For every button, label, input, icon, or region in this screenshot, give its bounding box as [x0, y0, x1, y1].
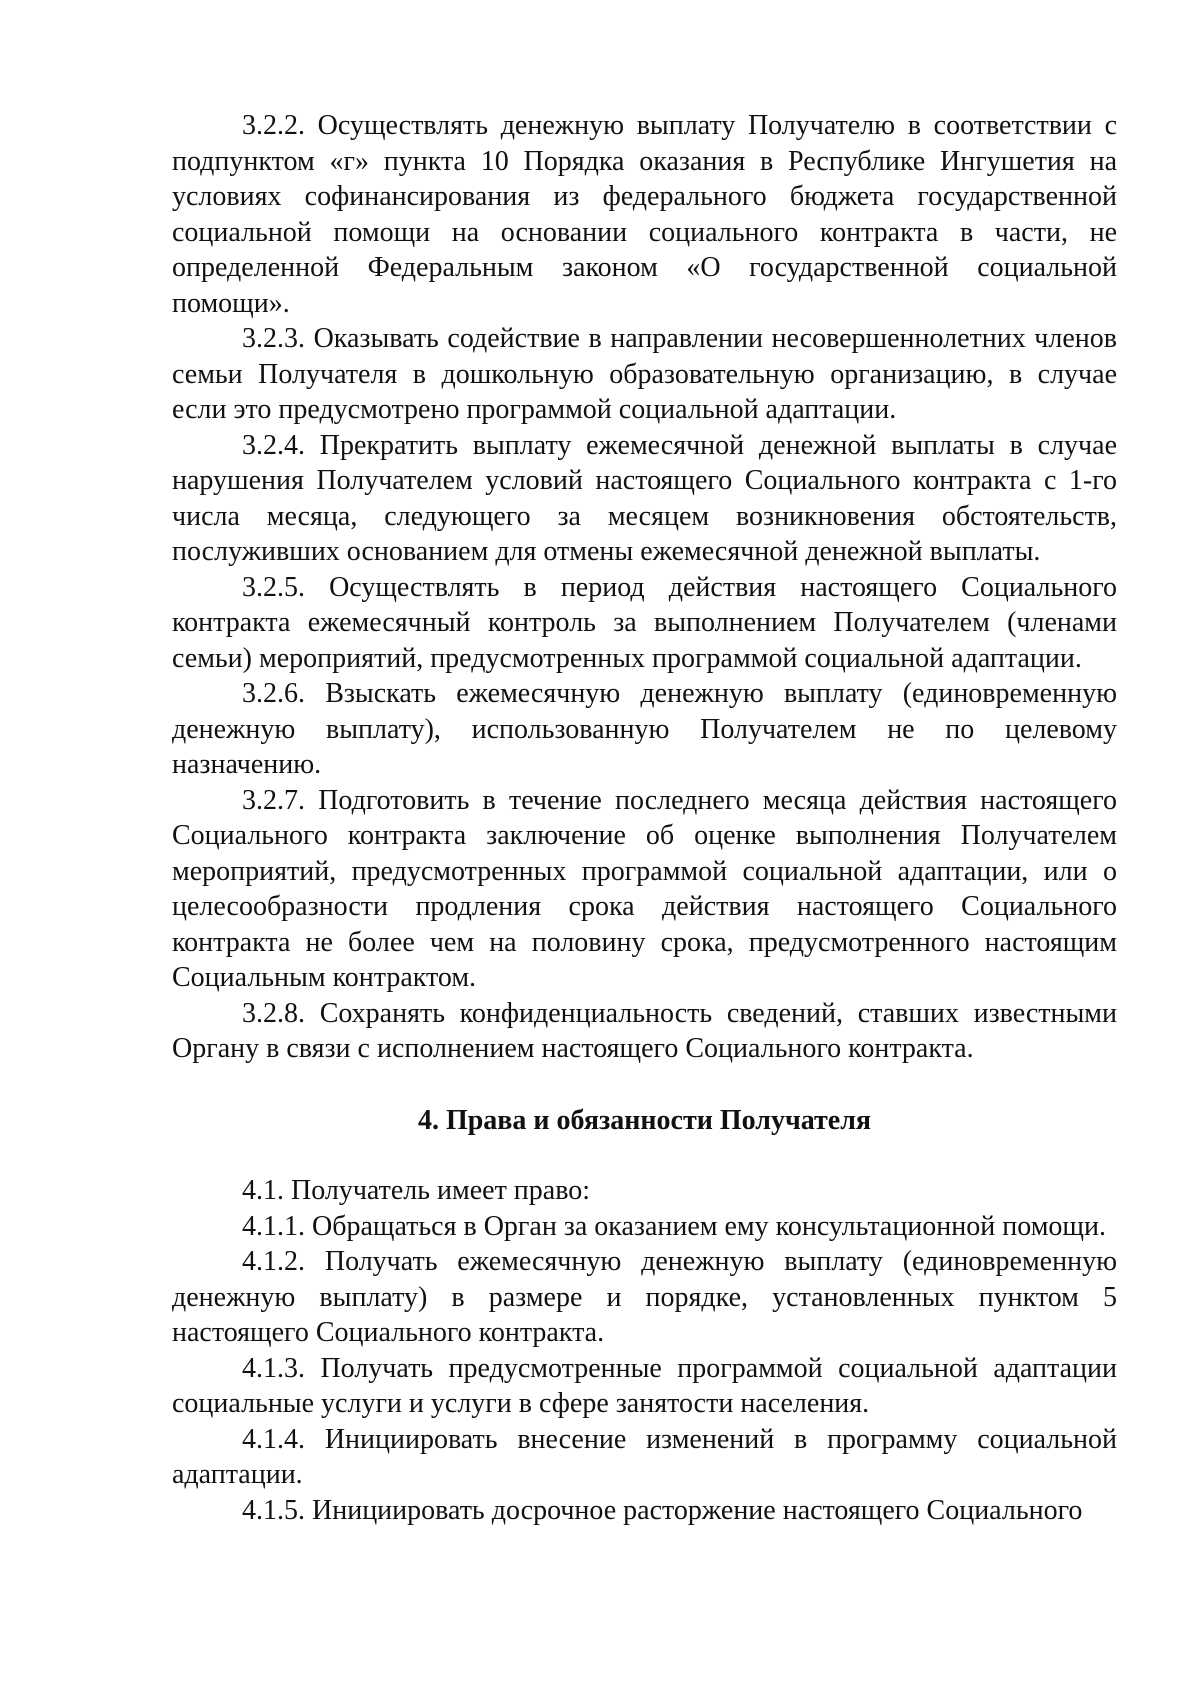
paragraph-3-2-4: 3.2.4. Прекратить выплату ежемесячной денежной выплаты в случае нарушения Получателем условий настоящего Социального контракта с 1-го числа месяца, следующего за месяцем возникновения обстоятельств, послуживших основанием для отмены ежемесячной денежной выплаты. [172, 429, 1117, 567]
paragraph-4-1-1: 4.1.1. Обращаться в Орган за оказанием ему консультационной помощи. [242, 1210, 1106, 1242]
paragraph-4-1-5: 4.1.5. Инициировать досрочное расторжение настоящего Социального [242, 1494, 1083, 1526]
document-page [172, 108, 1117, 1528]
paragraph-3-2-3: 3.2.3. Оказывать содействие в направлении несовершеннолетних членов семьи Получателя в дошкольную образовательную организацию, в случае если это предусмотрено программой социальной адаптации. [172, 323, 1117, 425]
paragraph-3-2-5: 3.2.5. Осуществлять в период действия настоящего Социального контракта ежемесячный контроль за выполнением Получателем (членами семьи) мероприятий, предусмотренных программой социальной адаптации. [172, 571, 1117, 674]
paragraph-3-2-6: 3.2.6. Взыскать ежемесячную денежную выплату (единовременную денежную выплату), использованную Получателем не по целевому назначению. [172, 678, 1117, 780]
paragraph-3-2-2: 3.2.2. Осуществлять денежную выплату Получателю в соответствии с подпунктом «г» пункта 10 Порядка оказания в Республике Ингушетия на условиях софинансирования из федерального бюджета государственной социальной помощи на основании социального контракта в части, не определенной Федеральным законом «О государственной социальной помощи». [172, 110, 1117, 319]
paragraph-4-1: 4.1. Получатель имеет право: [242, 1175, 591, 1206]
section-4-heading: 4. Права и обязанности Получателя [417, 1104, 872, 1136]
paragraph-4-1-2: 4.1.2. Получать ежемесячную денежную выплату (единовременную денежную выплату) в размере и порядке, установленных пунктом 5 настоящего Социального контракта. [172, 1246, 1117, 1348]
paragraph-4-1-3: 4.1.3. Получать предусмотренные программой социальной адаптации социальные услуги и услуги в сфере занятости населения. [172, 1352, 1117, 1419]
paragraph-3-2-7: 3.2.7. Подготовить в течение последнего месяца действия настоящего Социального контракта заключение об оценке выполнения Получателем мероприятий, предусмотренных программой социальной адаптации, или о целесообразности продления срока действия настоящего Социального контракта не более чем на половину срока, предусмотренного настоящим Социальным контрактом. [172, 784, 1117, 993]
paragraph-4-1-4: 4.1.4. Инициировать внесение изменений в программу социальной адаптации. [172, 1423, 1117, 1490]
paragraph-3-2-8: 3.2.8. Сохранять конфиденциальность сведений, ставших известными Органу в связи с исполнением настоящего Социального контракта. [172, 997, 1117, 1064]
